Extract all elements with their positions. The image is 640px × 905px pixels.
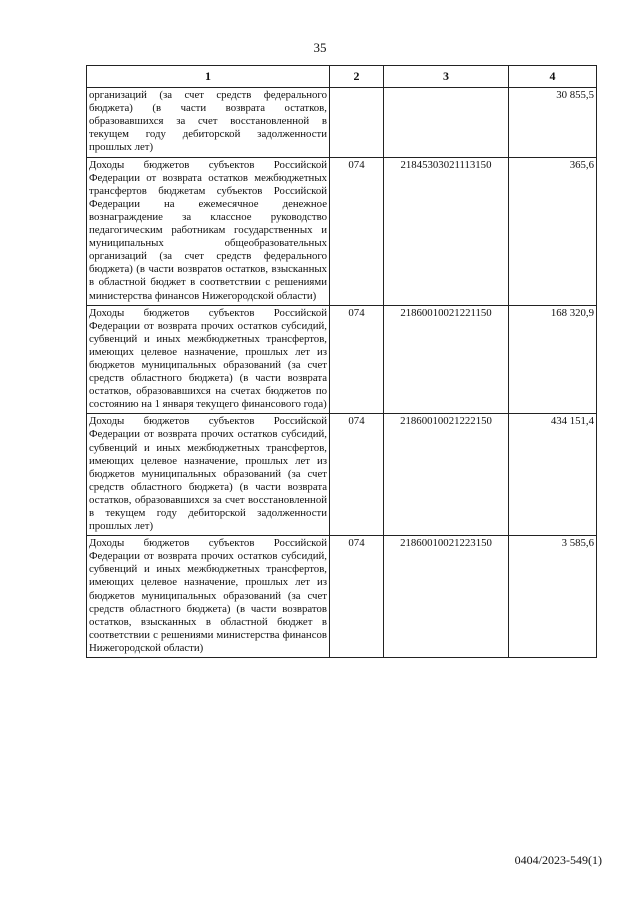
column-header-amount: 4 (509, 66, 597, 88)
row-budget-code: 21860010021223150 (384, 536, 509, 658)
row-budget-code (384, 88, 509, 157)
column-header-code: 3 (384, 66, 509, 88)
table-row (87, 536, 597, 658)
row-description: организаций (за счет средств федерального бюджета) (в части возврата остатков, образовавшихся за счет восстановленной в текущем году дебиторской задолженности прошлых лет) (87, 88, 330, 157)
table-row (87, 88, 597, 157)
row-budget-code: 21860010021221150 (384, 305, 509, 414)
column-header-admin: 2 (330, 66, 384, 88)
budget-table (86, 65, 597, 658)
row-description: Доходы бюджетов субъектов Российской Федерации от возврата прочих остатков субсидий, субвенций и иных межбюджетных трансфертов, имеющих целевое назначение, прошлых лет из бюджетов муниципальных образований (за счет средств областного бюджета) (в части возврата остатков, образовавшихся за счет восстановленной в текущем году дебиторской задолженности прошлых лет) (87, 414, 330, 536)
row-amount: 3 585,6 (509, 536, 597, 658)
column-header-description: 1 (87, 66, 330, 88)
row-description: Доходы бюджетов субъектов Российской Федерации от возврата прочих остатков субсидий, субвенций и иных межбюджетных трансфертов, имеющих целевое назначение, прошлых лет из бюджетов муниципальных образований (за счет средств областного бюджета) (в части возвратов остатков, взысканных в областной бюджет в соответствии с решениями министерства финансов Нижегородской области) (87, 536, 330, 658)
row-amount: 434 151,4 (509, 414, 597, 536)
row-description: Доходы бюджетов субъектов Российской Федерации от возврата прочих остатков субсидий, субвенций и иных межбюджетных трансфертов, имеющих целевое назначение, прошлых лет из бюджетов муниципальных образований (за счет средств областного бюджета) (в части возврата остатков, образовавшихся на счетах бюджетов по состоянию на 1 января текущего финансового года) (87, 305, 330, 414)
row-admin-code (330, 88, 384, 157)
row-amount: 365,6 (509, 157, 597, 305)
page-number: 35 (313, 40, 327, 55)
table-row (87, 157, 597, 305)
row-budget-code: 21860010021222150 (384, 414, 509, 536)
row-amount: 30 855,5 (509, 88, 597, 157)
table-row (87, 414, 597, 536)
document-reference: 0404/2023-549(1) (514, 853, 602, 867)
row-description: Доходы бюджетов субъектов Российской Федерации от возврата остатков межбюджетных трансфертов бюджетам субъектов Российской Федерации на ежемесячное денежное вознаграждение за классное руководство педагогическим работникам государственных и муниципальных общеобразовательных организаций (за счет средств федерального бюджета) (в части возвратов остатков, взысканных в областной бюджет в соответствии с решениями министерства финансов Нижегородской области) (87, 157, 330, 305)
row-admin-code: 074 (330, 414, 384, 536)
row-amount: 168 320,9 (509, 305, 597, 414)
table-row (87, 305, 597, 414)
row-budget-code: 21845303021113150 (384, 157, 509, 305)
table-header-row (87, 66, 597, 88)
row-admin-code: 074 (330, 305, 384, 414)
row-admin-code: 074 (330, 157, 384, 305)
row-admin-code: 074 (330, 536, 384, 658)
